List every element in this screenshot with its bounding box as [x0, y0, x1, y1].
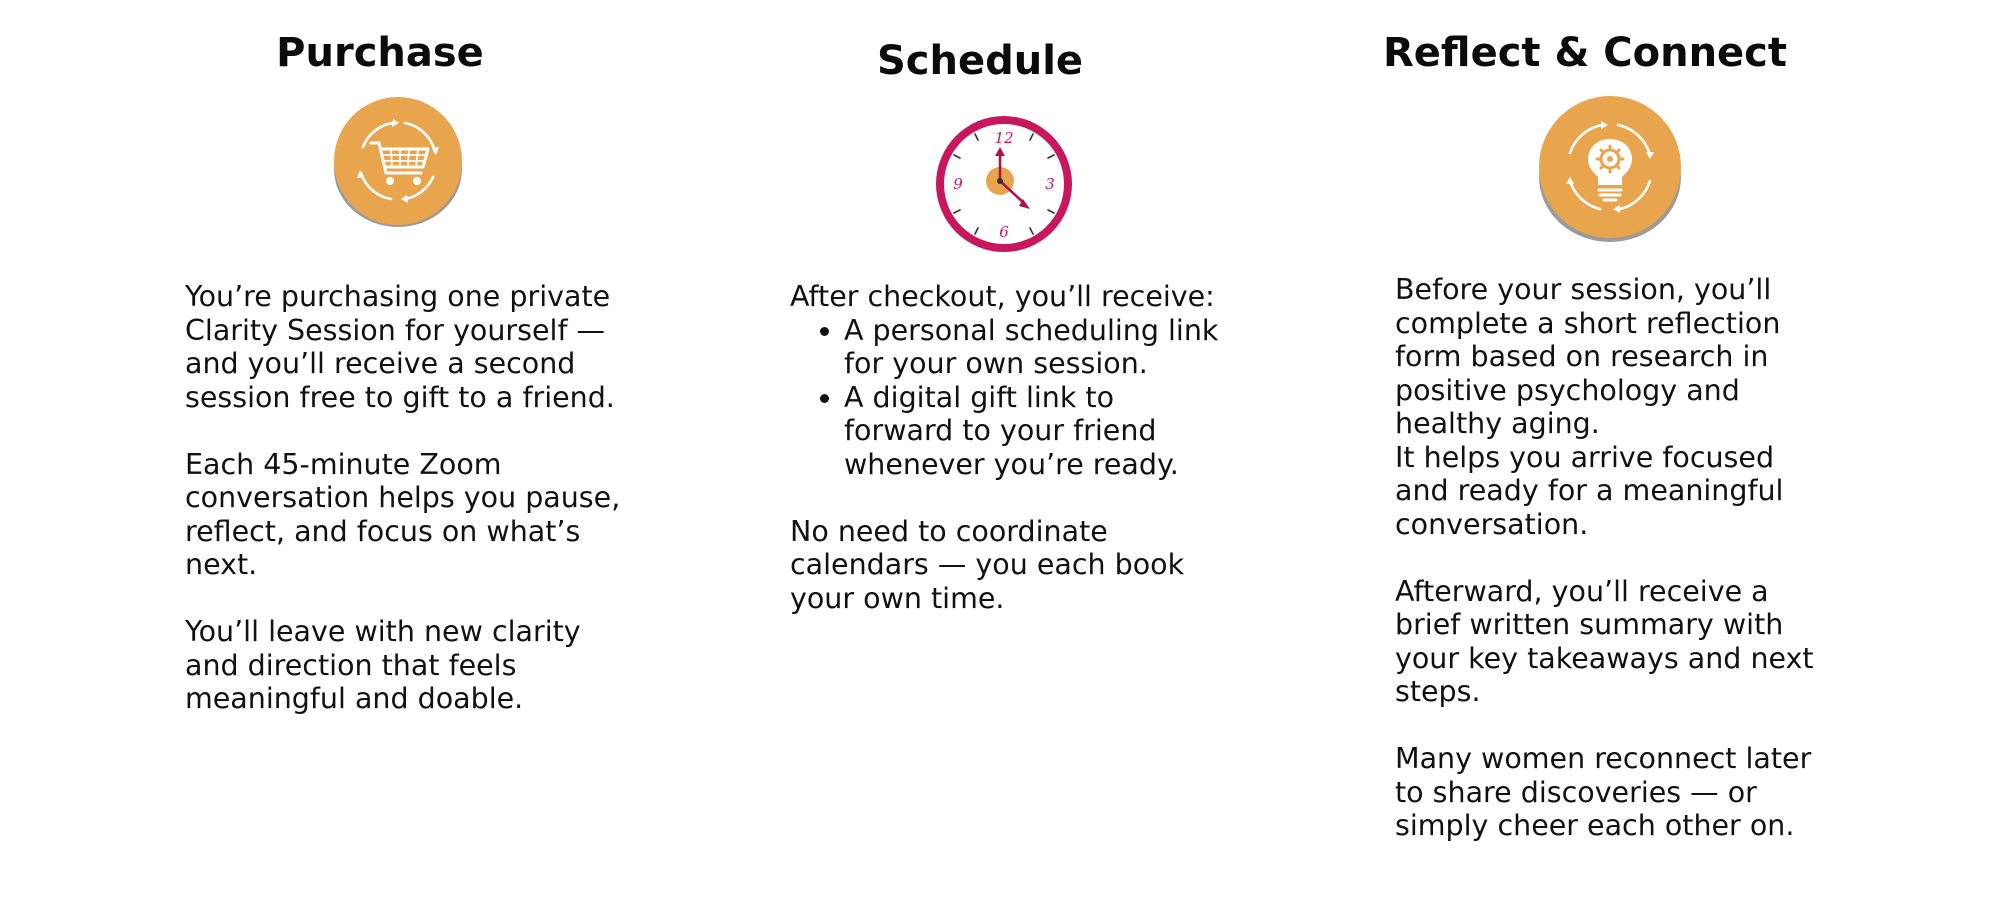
lightbulb-icon	[1538, 95, 1683, 245]
clock-number-12: 12	[994, 129, 1014, 147]
reflect-paragraph: Before your session, you’ll complete a short reflection form based on research in positive psychology and healthy aging.	[1395, 273, 1781, 440]
list-item: • A personal scheduling link for your own session.	[844, 314, 1230, 381]
purchase-title: Purchase	[276, 30, 484, 76]
schedule-closing: No need to coordinate calendars — you each book your own time.	[790, 514, 1185, 615]
schedule-bullet-list	[790, 314, 1230, 482]
shopping-cart-icon	[333, 97, 463, 232]
purchase-description	[185, 280, 625, 749]
reflect-paragraph: It helps you arrive focused and ready for a meaningful conversation.	[1395, 440, 1784, 541]
reflect-description	[1395, 273, 1835, 876]
schedule-intro: After checkout, you’ll receive:	[790, 280, 1215, 313]
clock-number-9: 9	[953, 175, 963, 193]
purchase-paragraph: Each 45-minute Zoom conversation helps you pause, reflect, and focus on what’s next.	[185, 447, 621, 581]
reflect-paragraph: Afterward, you’ll receive a brief written summary with your key takeaways and next steps.	[1395, 574, 1814, 708]
clock-number-6: 6	[999, 223, 1009, 241]
clock-icon	[933, 113, 1075, 255]
reflect-title: Reflect & Connect	[1382, 30, 1788, 76]
reflect-paragraph: Many women reconnect later to share discoveries — or simply cheer each other on.	[1395, 742, 1812, 842]
purchase-paragraph: You’re purchasing one private Clarity Session for yourself — and you’ll receive a second session free to gift to a friend.	[185, 280, 615, 414]
list-item: • A digital gift link to forward to your friend whenever you’re ready.	[844, 381, 1230, 482]
purchase-paragraph: You’ll leave with new clarity and direction that feels meaningful and doable.	[185, 615, 581, 715]
schedule-description	[790, 280, 1230, 649]
clock-number-3: 3	[1045, 175, 1055, 193]
schedule-title: Schedule	[876, 38, 1084, 84]
